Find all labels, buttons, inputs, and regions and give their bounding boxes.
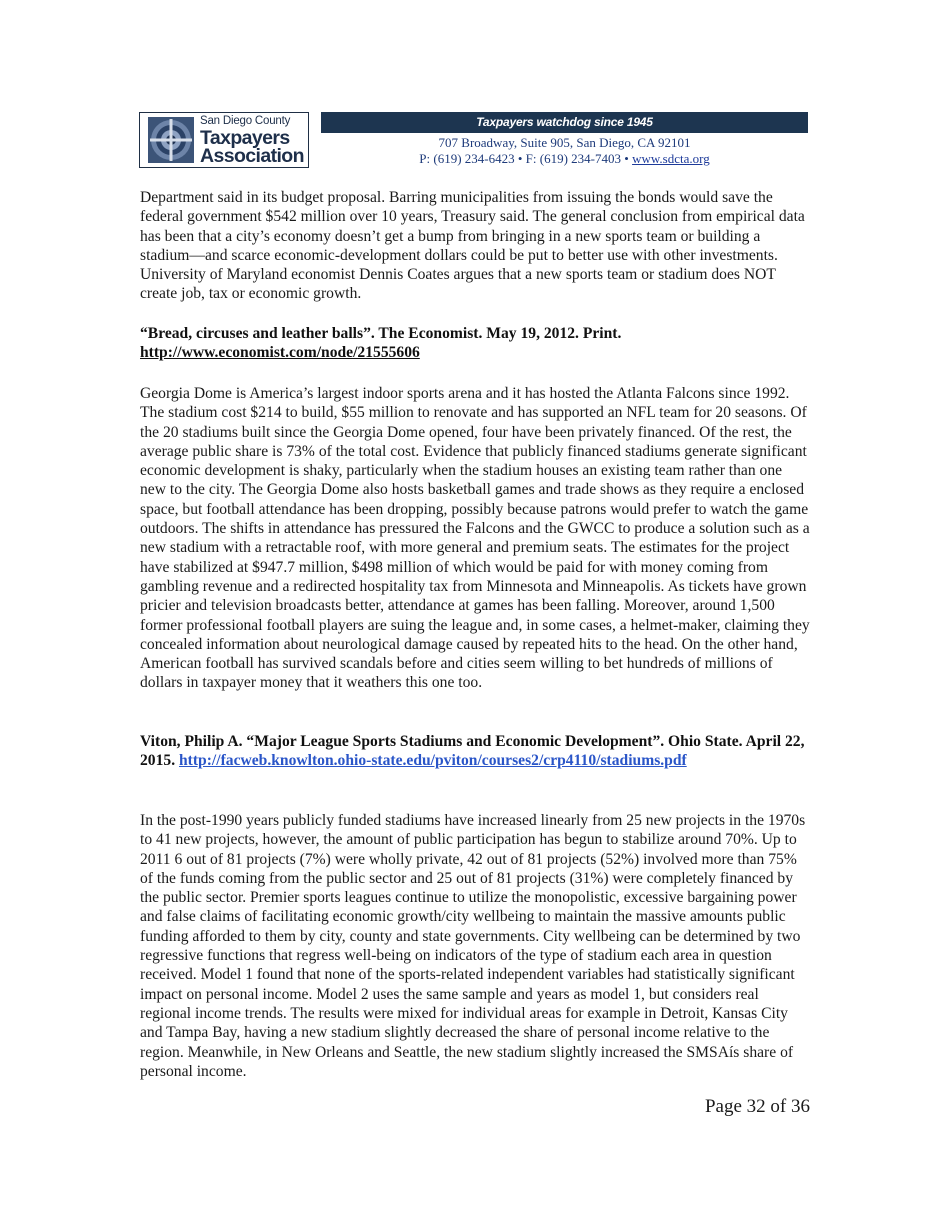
intro-paragraph: Department said in its budget proposal. Barring municipalities from issuing the bonds would save the federal government $542 million over 10 years, Treasury said. The general conclusion from empirical data has been that a city’s economy doesn’t get a bump from bringing in a new sports team or building a stadium—and scarce economic-development dollars could be put to better use with other investments. University of Maryland economist Dennis Coates argues that a new sports team or stadium does NOT create job, tax or economic growth. xyxy=(140,189,805,303)
page-number: Page 32 of 36 xyxy=(704,1096,810,1117)
viton-citation-link[interactable]: http://facweb.knowlton.ohio-state.edu/pviton/courses2/crp4110/stadiums.pdf xyxy=(178,752,687,770)
phone-fax-text: P: (619) 234-6423 • F: (619) 234-7403 • xyxy=(419,150,633,166)
viton-citation-text: Viton, Philip A. “Major League Sports Stadiums and Economic Development”. Ohio State. April 22, 2015. xyxy=(140,733,805,770)
contact-info xyxy=(321,135,808,166)
sdcta-logo xyxy=(139,112,309,168)
logo-county-text: San Diego County xyxy=(200,115,291,127)
website-link[interactable]: www.sdcta.org xyxy=(632,150,710,166)
logo-association-text: Association xyxy=(200,145,304,167)
viton-citation xyxy=(140,732,810,771)
economist-citation xyxy=(140,324,810,363)
target-emblem-icon xyxy=(148,117,194,163)
tagline-bar: Taxpayers watchdog since 1945 xyxy=(321,112,808,133)
logo-wordmark xyxy=(200,116,308,167)
phone-fax-line xyxy=(321,151,808,167)
economist-citation-url[interactable]: http://www.economist.com/node/21555606 xyxy=(140,344,420,362)
viton-summary-paragraph: In the post-1990 years publicly funded stadiums have increased linearly from 25 new projects in the 1970s to 41 new projects, however, the amount of public participation has begun to stabilize around 70%. Up to 2011 6 out of 81 projects (7%) were wholly private, 42 out of 81 projects (52%) involved more than 75% of the funds coming from the public sector and 25 out of 81 projects (31%) were completely financed by the public sector. Premier sports leagues continue to utilize the monopolistic, excessive bargaining power and false claims of facilitating economic growth/city wellbeing to maintain the massive amounts public funding afforded to them by city, county and state governments. City wellbeing can be determined by two regressive functions that regress well-being on indicators of the type of stadium each area in question received. Model 1 found that none of the sports-related independent variables had statistically significant impact on personal income. Model 2 uses the same sample and years as model 1, but considers real regional income trends. The results were mixed for individual areas for example in Detroit, Kansas City and Tampa Bay, having a new stadium slightly decreased the share of personal income relative to the region. Meanwhile, in New Orleans and Seattle, the new stadium slightly increased the SMSAís share of personal income. xyxy=(140,812,806,1080)
address-line: 707 Broadway, Suite 905, San Diego, CA 92101 xyxy=(438,135,691,150)
economist-summary-paragraph: Georgia Dome is America’s largest indoor sports arena and it has hosted the Atlanta Falcons since 1992. The stadium cost $214 to build, $55 million to renovate and has supported an NFL team for 20 seasons. Of the 20 stadiums built since the Georgia Dome opened, four have been privately financed. Of the rest, the average public share is 73% of the total cost. Evidence that publicly financed stadiums generate significant economic development is shaky, particularly when the stadium houses an existing team rather than one new to the city. The Georgia Dome also hosts basketball games and trade shows as they require a enclosed space, but football attendance has been dropping, possibly because patrons would prefer to watch the game outdoors. The shifts in attendance has pressured the Falcons and the GWCC to produce a solution such as a new stadium with a retractable roof, with more general and premium seats. The estimates for the project have stabilized at $947.7 million, $498 million of which would be paid for with money coming from gambling revenue and a redirected hospitality tax from Minnesota and Minneapolis. As tickets have grown pricier and television broadcasts better, attendance at games has been falling. Moreover, around 1,500 former professional football players are suing the league and, in some cases, a helmet-maker, claiming they concealed information about neurological damage caused by repeated hits to the head. On the other hand, American football has survived scandals before and cities seem willing to bet hundreds of millions of dollars in taxpayer money that it weathers this one too. xyxy=(140,385,810,692)
economist-citation-text: “Bread, circuses and leather balls”. The Economist. May 19, 2012. Print. xyxy=(140,325,622,342)
logo-taxpayers-text: Taxpayers xyxy=(200,126,290,149)
